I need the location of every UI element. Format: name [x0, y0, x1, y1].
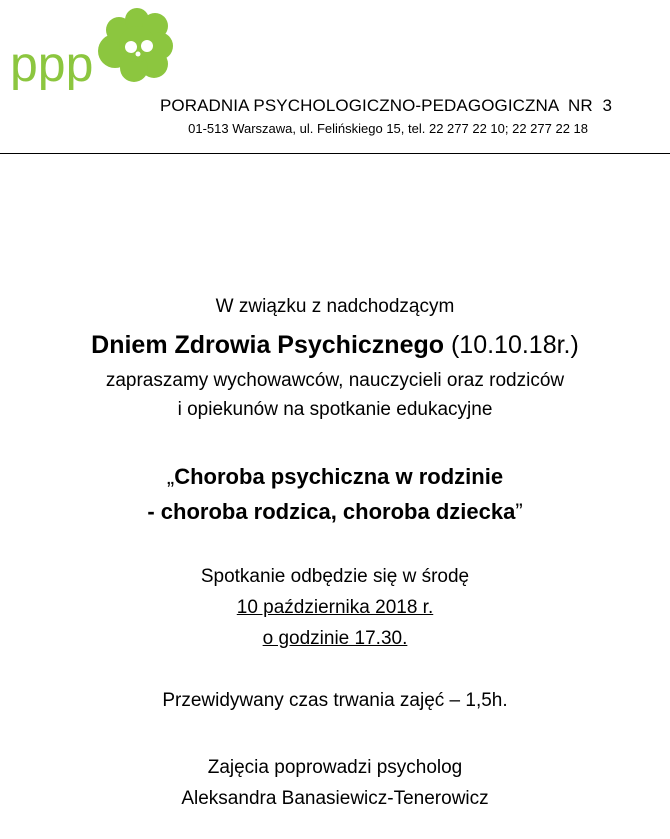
invite-line-2: i opiekunów na spotkanie edukacyjne: [177, 399, 493, 420]
header-divider: [0, 153, 670, 154]
organization-address: 01-513 Warszawa, ul. Felińskiego 15, tel. 22 277 22 10; 22 277 22 18: [188, 121, 588, 136]
topic-title-2: - choroba rodzica, choroba dziecka: [147, 499, 516, 524]
invite-line-1: zapraszamy wychowawców, nauczycieli oraz rodziców: [105, 370, 565, 391]
intro-text: W związku z nadchodzącym: [215, 296, 455, 317]
logo-text: ppp: [10, 36, 94, 90]
host-line: Zajęcia poprowadzi psycholog: [207, 757, 463, 778]
quote-open: „: [166, 464, 175, 489]
event-name: Dniem Zdrowia Psychicznego: [91, 331, 445, 359]
topic-line-2: [0, 499, 670, 525]
host-name: Aleksandra Banasiewicz-Tenerowicz: [181, 788, 489, 809]
topic-line-1: [0, 464, 670, 490]
meeting-line: Spotkanie odbędzie się w środę: [200, 566, 470, 587]
meeting-date: 10 października 2018 r.: [236, 597, 434, 618]
ppp-logo: [8, 5, 183, 90]
duration-text: Przewidywany czas trwania zajęć – 1,5h.: [162, 690, 508, 711]
event-line: [0, 331, 670, 360]
event-date-short: (10.10.18r.): [450, 331, 579, 359]
topic-title-1: Choroba psychiczna w rodzinie: [174, 464, 504, 489]
organization-name: PORADNIA PSYCHOLOGICZNO-PEDAGOGICZNA NR 3: [159, 96, 612, 115]
meeting-time: o godzinie 17.30.: [262, 628, 408, 649]
quote-close: ”: [515, 499, 523, 524]
ppp-logo-graphic: [8, 5, 183, 90]
